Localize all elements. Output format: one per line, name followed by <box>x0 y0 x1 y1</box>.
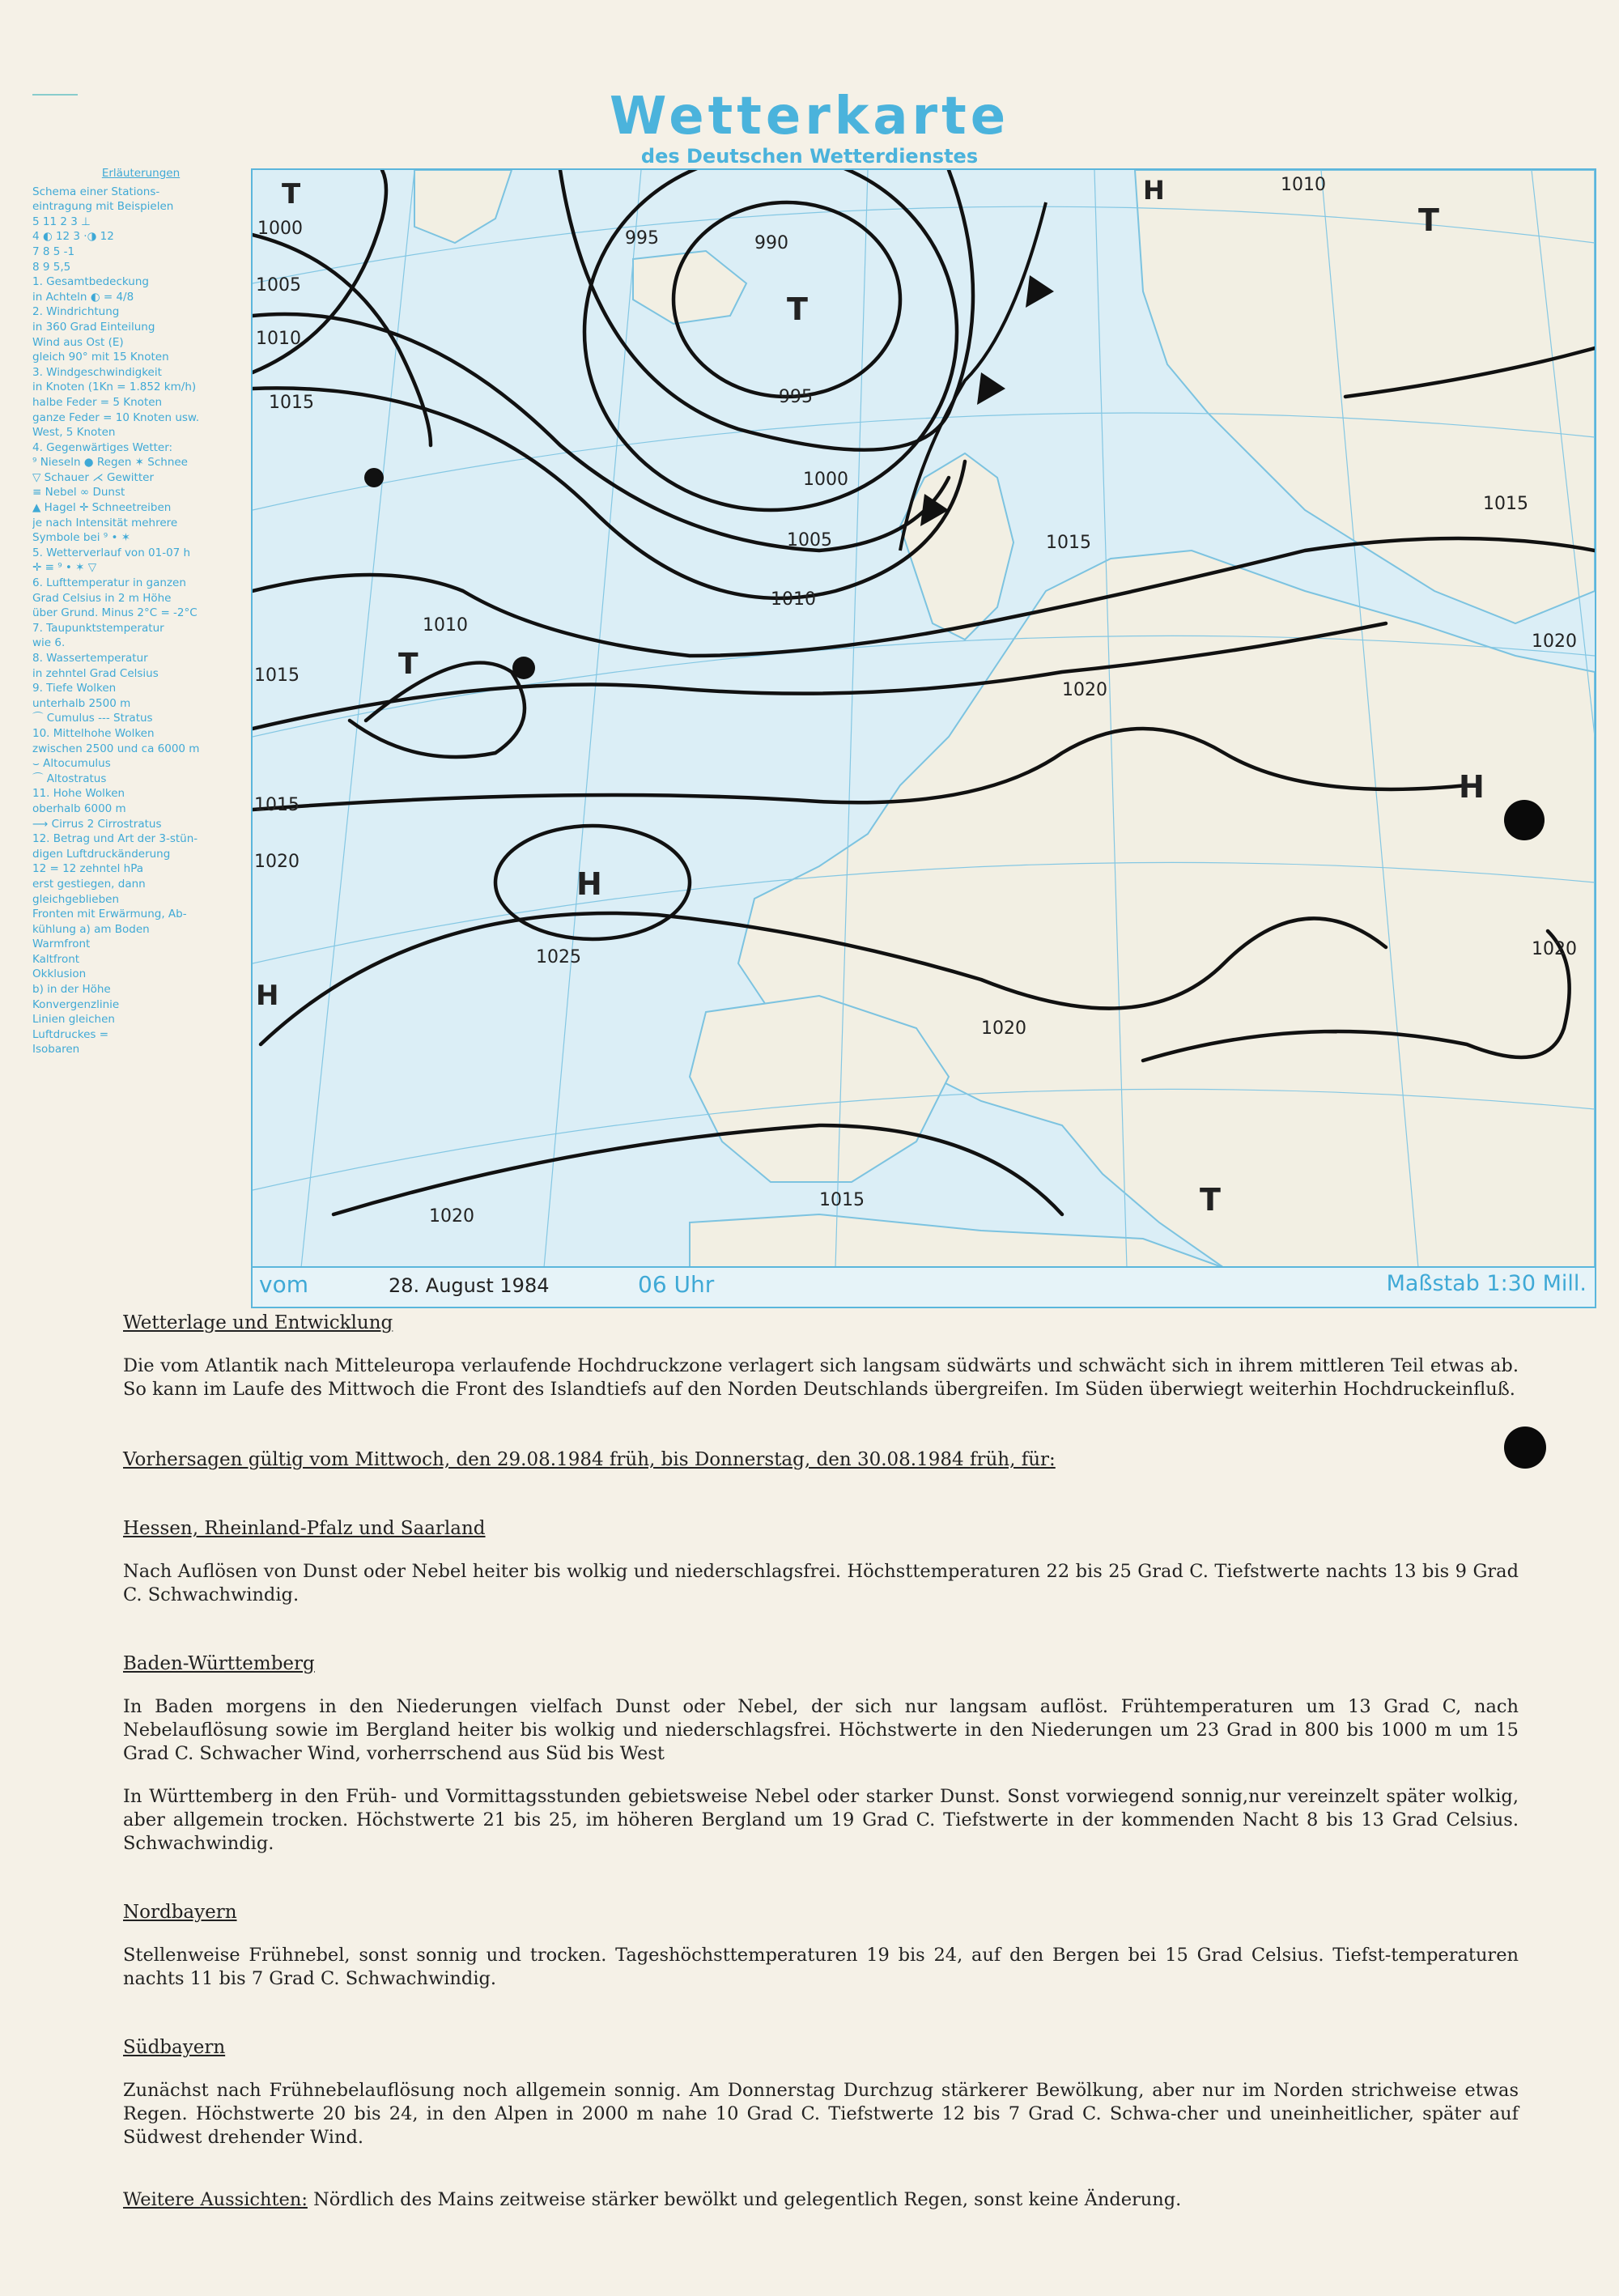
region-paragraph: Stellenweise Frühnebel, sonst sonnig und trocken. Tageshöchsttemperaturen 19 bis 24, auf den Bergen bei 15 Grad Celsius. Tiefst-temperaturen nachts 11 bis 7 Grad C. Schwachwindig. <box>123 1945 1519 1989</box>
legend-item: Symbole bei ⁹ • ✶ <box>32 531 131 545</box>
legend-items <box>32 185 249 1057</box>
legend-item: unterhalb 2500 m <box>32 696 131 710</box>
pressure-center-low: T <box>787 291 808 327</box>
legend-item: 12 = 12 zehntel hPa <box>32 862 144 876</box>
legend-panel <box>32 166 249 1312</box>
forecast-text <box>123 1312 1519 2212</box>
outlook-paragraph <box>123 2188 1519 2212</box>
legend-item: Wind aus Ost (E) <box>32 335 124 349</box>
region-heading: Baden-Württemberg <box>123 1653 315 1674</box>
margin-tick-mark <box>32 94 78 96</box>
isobar-label: 1000 <box>803 470 848 490</box>
legend-item: 7. Taupunktstemperatur <box>32 621 164 635</box>
isobar-label: 1020 <box>1062 680 1107 700</box>
legend-item: Kaltfront <box>32 952 80 966</box>
map-header <box>567 87 1052 167</box>
legend-item: ≡ Nebel ∞ Dunst <box>32 486 125 500</box>
isobar-label: 1015 <box>254 665 300 686</box>
legend-item: 4 ◐ 12 3 ·◑ 12 <box>32 230 114 244</box>
legend-item: ✛ ≡ ⁹ • ✶ ▽ <box>32 561 97 575</box>
legend-item: in 360 Grad Einteilung <box>32 320 155 334</box>
isobar-label: 1020 <box>1532 631 1577 652</box>
legend-item: 3. Windgeschwindigkeit <box>32 365 162 379</box>
paragraph-wetterlage: Die vom Atlantik nach Mitteleuropa verlaufende Hochdruckzone verlagert sich langsam südwärts und schwächt sich in ihrem mittleren Teil etwas ab. So kann im Laufe des Mittwoch die Front des Islandtiefs auf den Norden Deutschlands übergreifen. Im Süden überwiegt weiterhin Hochdruckeinfluß. <box>123 1355 1519 1400</box>
legend-item: Linien gleichen <box>32 1013 115 1027</box>
map-footer <box>253 1266 1595 1307</box>
isobar-label: 1005 <box>787 530 832 551</box>
legend-item: ▲ Hagel ✛ Schneetreiben <box>32 501 172 515</box>
legend-item: 11. Hohe Wolken <box>32 787 125 801</box>
legend-item: 12. Betrag und Art der 3-stün- <box>32 832 198 846</box>
pressure-center-high: H <box>576 866 602 902</box>
legend-item: Schema einer Stations- <box>32 185 160 198</box>
isobar-label: 1020 <box>1532 939 1577 959</box>
legend-item: eintragung mit Beispielen <box>32 200 174 214</box>
isobar-label: 1020 <box>254 852 300 872</box>
legend-item: ▽ Schauer ⋌ Gewitter <box>32 470 154 484</box>
legend-item: wie 6. <box>32 636 66 650</box>
outlook-label: Weitere Aussichten: <box>123 2189 308 2210</box>
legend-item: über Grund. Minus 2°C = -2°C <box>32 606 198 620</box>
legend-item: ⌒ Cumulus --- Stratus <box>32 712 153 725</box>
heading-wetterlage: Wetterlage und Entwicklung <box>123 1312 393 1333</box>
map-date: 28. August 1984 <box>389 1274 550 1297</box>
region-heading: Südbayern <box>123 2037 226 2058</box>
legend-item: in Knoten (1Kn = 1.852 km/h) <box>32 381 197 394</box>
isobar-label: 1010 <box>256 329 301 349</box>
heading-vorhersagen: Vorhersagen gültig vom Mittwoch, den 29.08.1984 früh, bis Donnerstag, den 30.08.1984 früh, für: <box>123 1449 1056 1470</box>
region-paragraph: Nach Auflösen von Dunst oder Nebel heiter bis wolkig und niederschlagsfrei. Höchsttemperaturen 22 bis 25 Grad C. Tiefstwerte nachts 13 bis 9 Grad C. Schwachwindig. <box>123 1561 1519 1605</box>
legend-item: 8 9 5,5 <box>32 260 71 274</box>
legend-item: kühlung a) am Boden <box>32 922 150 936</box>
legend-item: 5 11 2 3 ⊥ <box>32 215 91 228</box>
legend-item: 1. Gesamtbedeckung <box>32 275 149 289</box>
legend-item: 10. Mittelhohe Wolken <box>32 726 155 740</box>
legend-item: 6. Lufttemperatur in ganzen <box>32 576 186 590</box>
legend-item: Konvergenzlinie <box>32 997 120 1011</box>
isobar-label: 1000 <box>257 219 303 239</box>
pressure-center-low: T <box>398 648 419 681</box>
isobar-label: 1010 <box>1281 175 1326 195</box>
legend-heading: Erläuterungen <box>101 167 181 180</box>
isobar-label: 995 <box>779 387 813 407</box>
legend-item: 8. Wassertemperatur <box>32 652 148 665</box>
pressure-center-high: H <box>1143 175 1165 206</box>
map-time: 06 Uhr <box>638 1271 715 1298</box>
legend-item: in Achteln ◐ = 4/8 <box>32 290 134 304</box>
isobar-label: 1010 <box>423 615 468 636</box>
pressure-center-low: T <box>1418 202 1439 238</box>
isobar-label: 1025 <box>536 947 581 967</box>
legend-item: oberhalb 6000 m <box>32 801 126 815</box>
legend-item: Isobaren <box>32 1043 80 1057</box>
legend-item: erst gestiegen, dann <box>32 877 146 891</box>
region-paragraph: In Württemberg in den Früh- und Vormittagsstunden gebietsweise Nebel oder starker Dunst. Sonst vorwiegend sonnig,nur vereinzelt später wolkig, aber allgemein trocken. Höchstwerte 21 bis 25, im höheren Bergland um 19 Grad C. Tiefstwerte in der kommenden Nacht 8 bis 13 Grad Celsius. Schwachwindig. <box>123 1786 1519 1854</box>
map-drawing <box>253 170 1595 1268</box>
outlook-text: Nördlich des Mains zeitweise stärker bewölkt und gelegentlich Regen, sonst keine Änderung. <box>313 2189 1182 2210</box>
isobar-label: 1020 <box>429 1206 474 1227</box>
isobar-label: 1015 <box>1046 533 1091 553</box>
legend-item: halbe Feder = 5 Knoten <box>32 395 163 409</box>
isobar-label: 990 <box>754 233 788 253</box>
legend-item: 2. Windrichtung <box>32 305 120 319</box>
pressure-center-high: H <box>1459 769 1485 805</box>
legend-item: gleichgeblieben <box>32 892 120 906</box>
legend-item: Okklusion <box>32 967 87 981</box>
legend-item: 5. Wetterverlauf von 01-07 h <box>32 546 191 559</box>
legend-item: Fronten mit Erwärmung, Ab- <box>32 908 187 921</box>
pressure-center-high: H <box>256 980 279 1012</box>
page-title: Wetterkarte <box>609 87 1010 147</box>
map-footer-vom: vom <box>259 1271 308 1298</box>
legend-item: Luftdruckes = <box>32 1027 109 1041</box>
legend-item: 7 8 5 -1 <box>32 244 75 258</box>
legend-item: Warmfront <box>32 938 91 951</box>
legend-item: West, 5 Knoten <box>32 426 116 440</box>
region-heading: Nordbayern <box>123 1902 237 1923</box>
legend-item: in zehntel Grad Celsius <box>32 666 159 680</box>
legend-item: digen Luftdruckänderung <box>32 847 171 861</box>
region-paragraph: In Baden morgens in den Niederungen vielfach Dunst oder Nebel, der sich nur langsam auflöst. Frühtemperaturen um 13 Grad C, nach Nebelauflösung sowie im Bergland heiter bis wolkig und niederschlagsfrei. Höchstwerte in den Niederungen um 23 Grad in 800 bis 1000 m um 15 Grad C. Schwacher Wind, vorherrschend aus Süd bis West <box>123 1696 1519 1764</box>
page-subtitle: des Deutschen Wetterdienstes <box>640 145 979 168</box>
legend-item: Grad Celsius in 2 m Höhe <box>32 591 172 605</box>
pressure-center-low: T <box>1200 1182 1221 1218</box>
legend-item: 4. Gegenwärtiges Wetter: <box>32 440 173 454</box>
isobar-label: 995 <box>625 228 659 249</box>
land-north-africa <box>690 1214 1224 1268</box>
isobar-label: 1015 <box>254 795 300 815</box>
legend-item: b) in der Höhe <box>32 983 111 997</box>
legend-item: je nach Intensität mehrere <box>32 516 178 529</box>
land-greenland-tip <box>414 170 512 243</box>
isobar-label: 1020 <box>981 1018 1026 1039</box>
isobar-label: 1015 <box>1483 494 1528 514</box>
region-paragraph: Zunächst nach Frühnebelauflösung noch allgemein sonnig. Am Donnerstag Durchzug stärkerer Bewölkung, aber nur im Norden strichweise etwas Regen. Höchstwerte 20 bis 24, in den Alpen in 2000 m nahe 10 Grad C. Tiefstwerte 12 bis 7 Grad C. Schwa-cher und uneinheitlicher, später auf Südwest drehender Wind. <box>123 2080 1519 2148</box>
isobar-label: 1015 <box>269 393 314 413</box>
pressure-center-low: T <box>282 178 301 210</box>
isobar-label: 1005 <box>256 275 301 296</box>
legend-item: 9. Tiefe Wolken <box>32 682 117 695</box>
region-heading: Hessen, Rheinland-Pfalz und Saarland <box>123 1518 486 1539</box>
legend-item: ⁹ Nieseln ● Regen ✶ Schnee <box>32 456 188 470</box>
legend-item: ⌣ Altocumulus <box>32 757 111 771</box>
land-iceland <box>633 251 746 324</box>
map-scale: Maßstab 1:30 Mill. <box>1386 1271 1587 1296</box>
weather-map <box>251 168 1596 1308</box>
punch-hole <box>1504 800 1545 840</box>
isobar-label: 1015 <box>819 1190 865 1210</box>
legend-item: ⟶ Cirrus 2 Cirrostratus <box>32 817 162 831</box>
legend-item: gleich 90° mit 15 Knoten <box>32 351 169 364</box>
legend-item: zwischen 2500 und ca 6000 m <box>32 742 200 755</box>
legend-item: ganze Feder = 10 Knoten usw. <box>32 410 200 424</box>
legend-item: ⌒ Altostratus <box>32 772 107 785</box>
isobar-label: 1010 <box>771 589 816 610</box>
